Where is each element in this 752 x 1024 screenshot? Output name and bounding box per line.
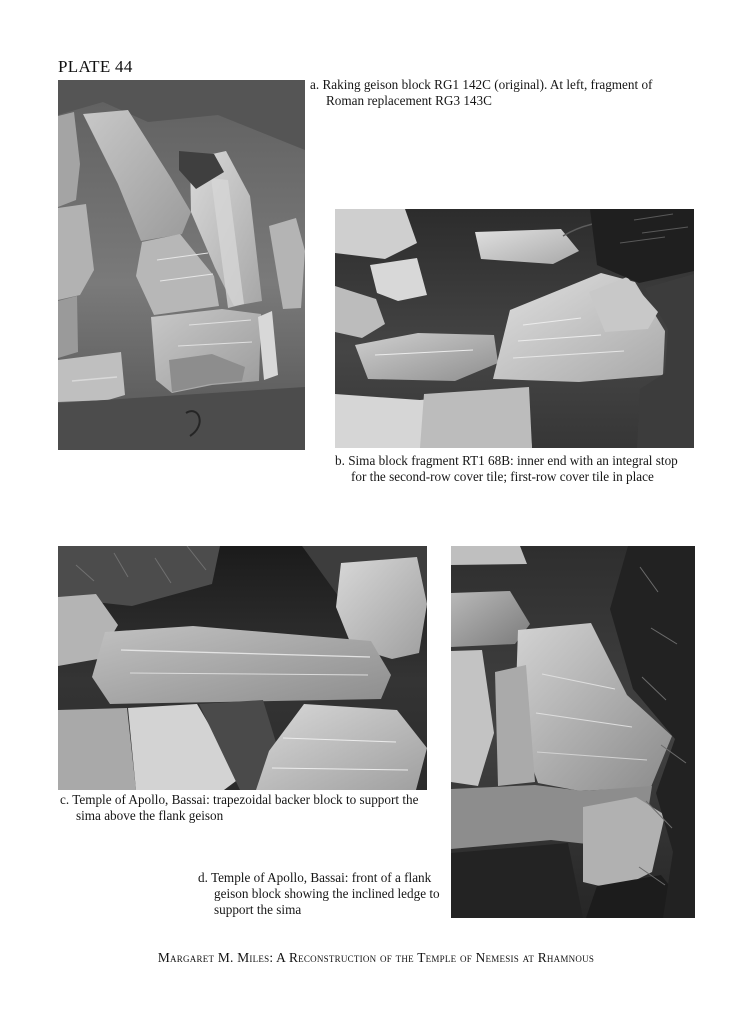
plate-title: PLATE 44 (58, 57, 133, 76)
caption-d-text: d. Temple of Apollo, Bassai: front of a flank geison block showing the inclined ledge to support the sima (198, 870, 440, 917)
caption-c (60, 792, 422, 824)
photo-a-image (58, 80, 305, 450)
caption-a-text: a. Raking geison block RG1 142C (original). At left, fragment of Roman replacement RG3 143C (310, 77, 653, 108)
photo-d (451, 546, 695, 918)
caption-c-text: c. Temple of Apollo, Bassai: trapezoidal backer block to support the sima above the flank geison (60, 792, 419, 823)
photo-b (335, 209, 694, 448)
photo-c-image (58, 546, 427, 790)
photo-c (58, 546, 427, 790)
caption-b-text: b. Sima block fragment RT1 68B: inner end with an integral stop for the second-row cover tile; first-row cover tile in place (335, 453, 678, 484)
running-footer: Margaret M. Miles: A Reconstruction of the Temple of Nemesis at Rhamnous (157, 950, 595, 965)
photo-a (58, 80, 305, 450)
photo-d-image (451, 546, 695, 918)
caption-a (310, 77, 692, 109)
caption-d (198, 870, 443, 918)
caption-b (335, 453, 691, 485)
photo-b-image (335, 209, 694, 448)
